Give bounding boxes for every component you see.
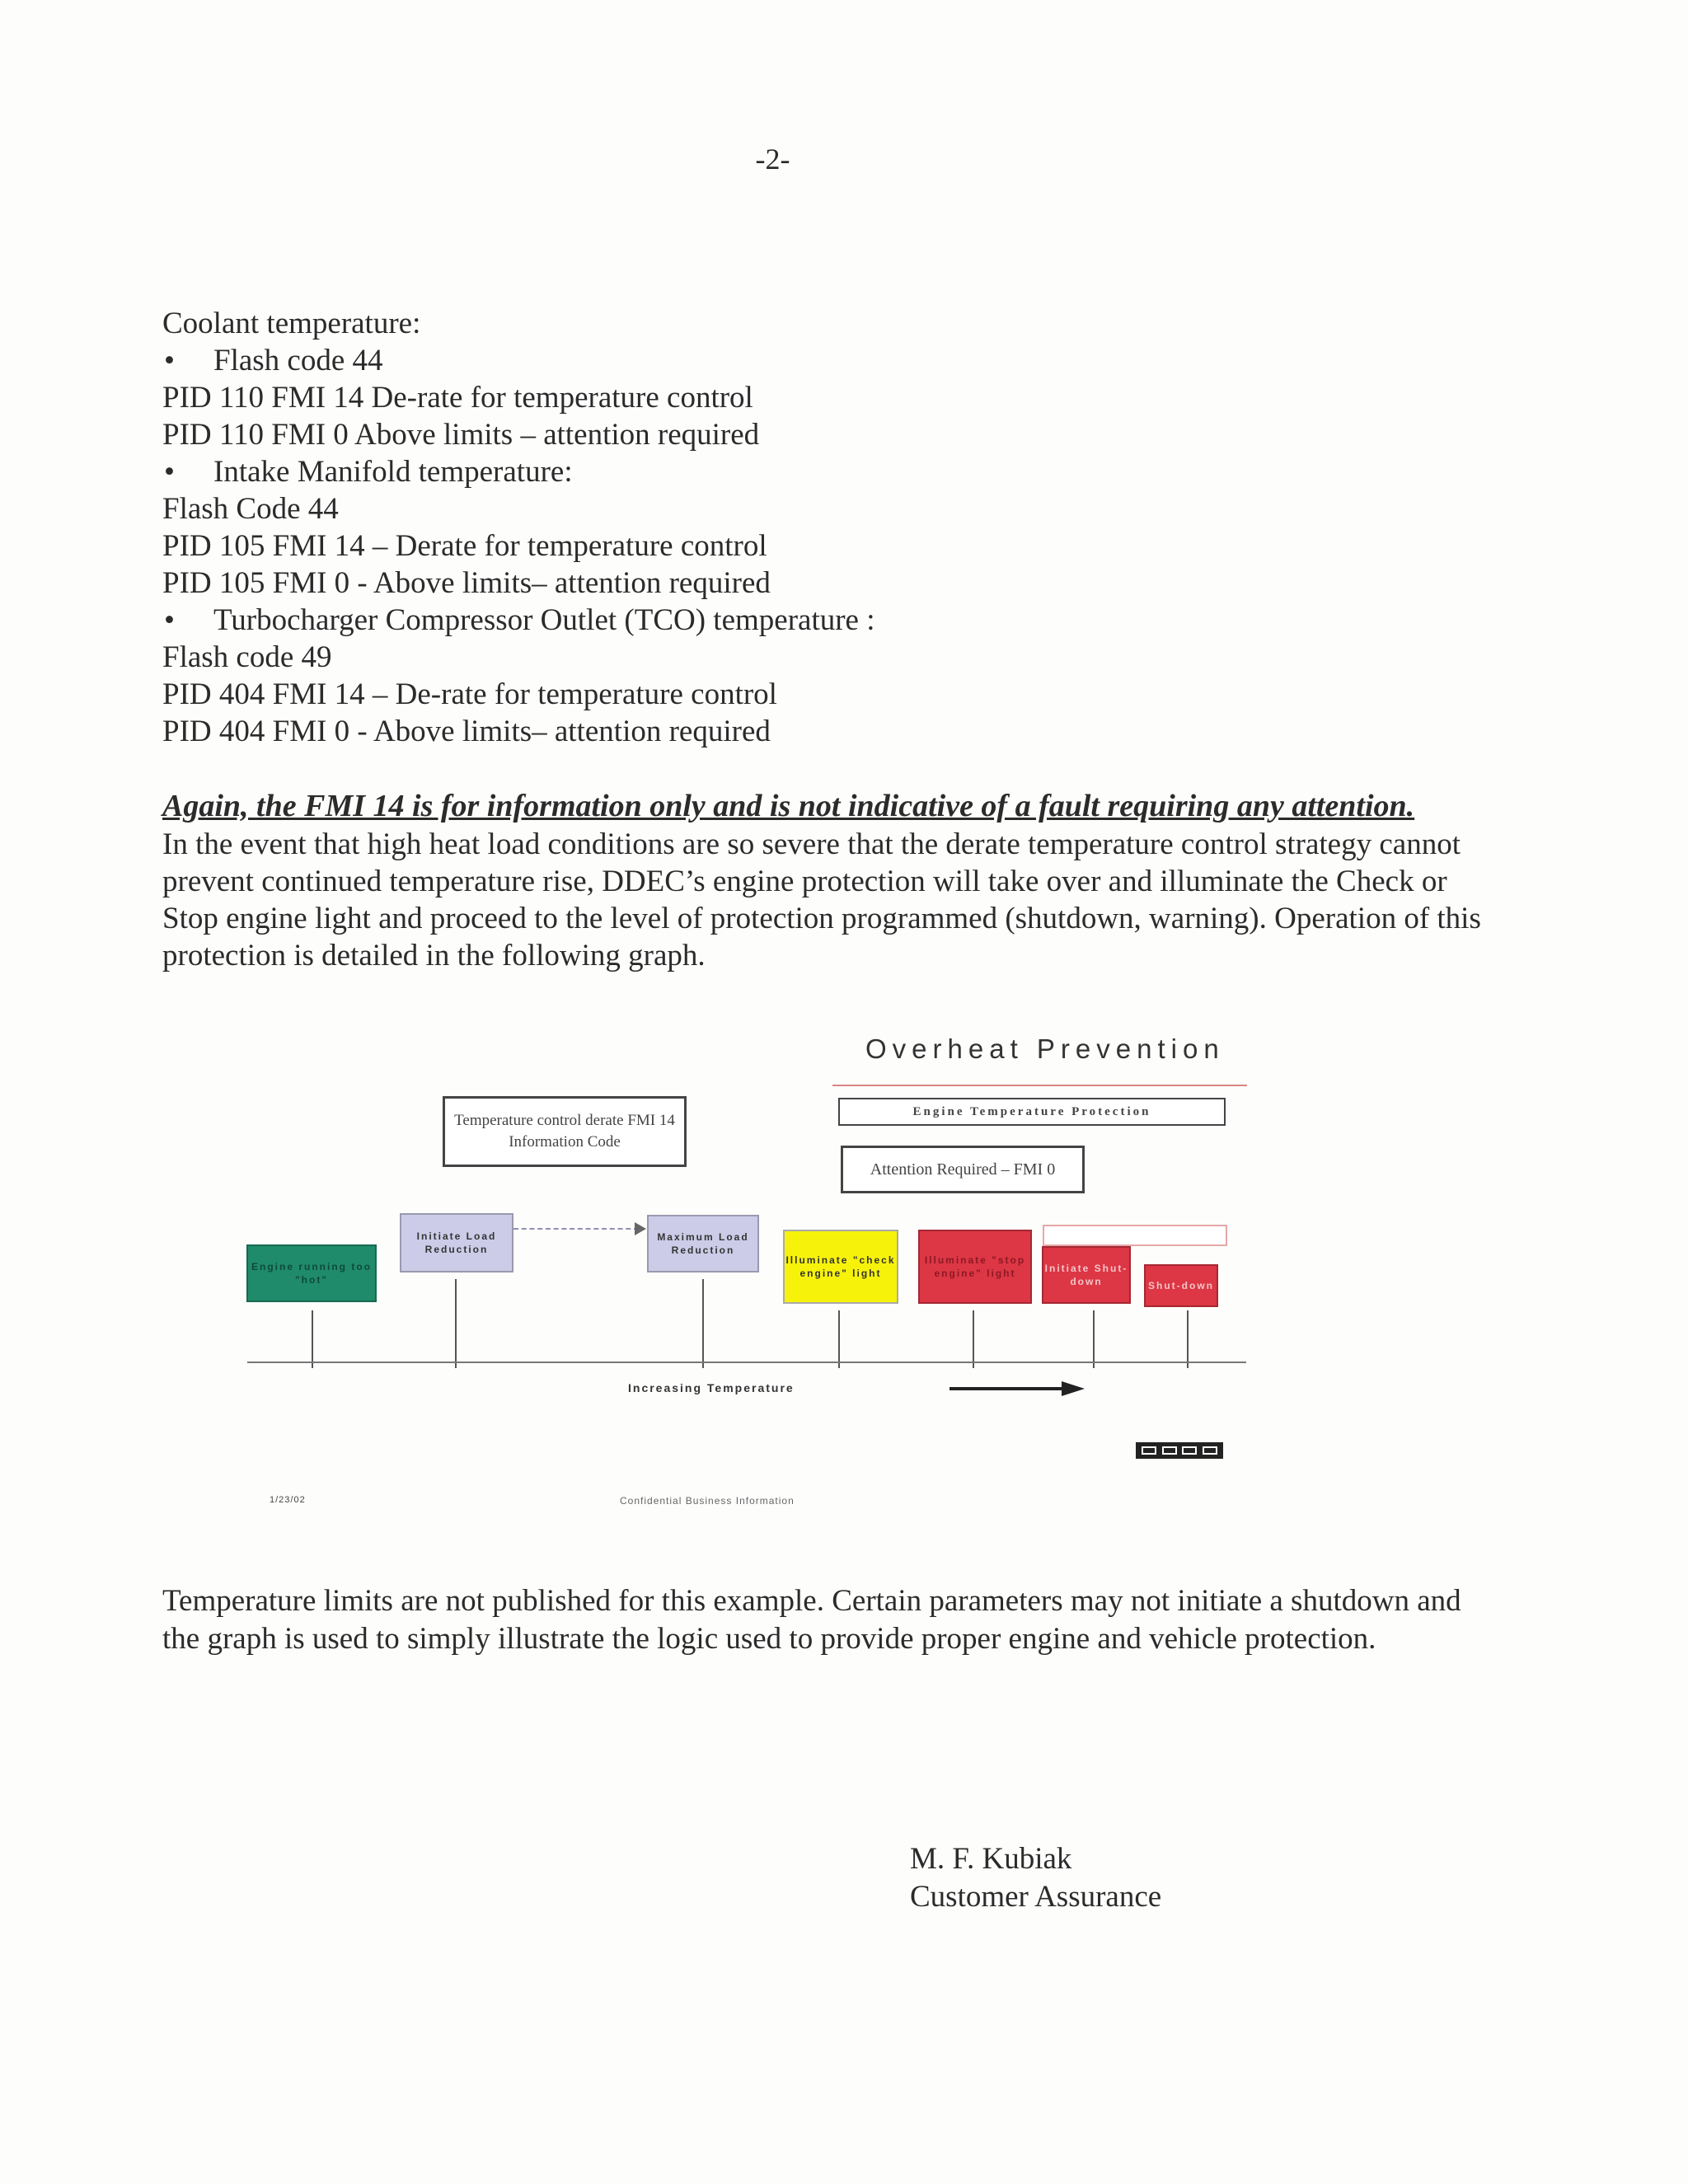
slide-date: 1/23/02 <box>270 1495 306 1505</box>
arrow-head-icon <box>1062 1381 1085 1396</box>
closing-paragraph: Temperature limits are not published for this example. Certain parameters may not initiate a shutdown and the graph is used to simply illustrate the logic used to provide proper engine and vehicle protection. <box>162 1584 1461 1656</box>
list-line: PID 105 FMI 14 – Derate for temperature control <box>162 529 767 563</box>
diagram-title: Overheat Prevention <box>865 1033 1225 1064</box>
protection-box: Engine Temperature Protection <box>838 1098 1226 1126</box>
stage-shutdown: Shut-down <box>1144 1264 1218 1307</box>
list-line: PID 404 FMI 14 – De-rate for temperature control <box>162 677 777 711</box>
dashed-arrow <box>513 1228 639 1230</box>
temperature-axis <box>247 1361 1246 1363</box>
list-line: PID 110 FMI 0 Above limits – attention required <box>162 418 760 452</box>
temperature-arrow <box>950 1387 1065 1390</box>
list-line: • Intake Manifold temperature: <box>164 455 573 489</box>
arrow-head-icon <box>635 1222 646 1235</box>
list-line: • Flash code 44 <box>164 344 383 377</box>
signature-block <box>910 1840 1161 1916</box>
stage-tick <box>312 1310 313 1368</box>
bullet-icon: • <box>164 455 175 489</box>
overheat-prevention-diagram <box>239 1030 1257 1516</box>
faint-box <box>1043 1225 1227 1246</box>
axis-label: Increasing Temperature <box>628 1381 795 1394</box>
stage-tick <box>702 1279 704 1368</box>
list-line: PID 404 FMI 0 - Above limits– attention required <box>162 715 771 748</box>
bullet-icon: • <box>164 603 175 637</box>
stage-check-engine-light: Illuminate "check engine" light <box>783 1230 898 1304</box>
ddec-logo-icon <box>1136 1442 1223 1459</box>
body-paragraph: In the event that high heat load conditions are so severe that the derate temperature control strategy cannot prevent continued temperature rise, DDEC’s engine protection will take over and illuminate the Check or Stop engine light and proceed to the level of protection programmed (shutdown, warning). Operation of this protection is detailed in the following graph. <box>162 827 1481 972</box>
confidential-notice: Confidential Business Information <box>620 1495 795 1507</box>
signer-title: Customer Assurance <box>910 1880 1162 1914</box>
page-number: -2- <box>755 143 790 176</box>
emphasis-statement: Again, the FMI 14 is for information only and is not indicative of a fault requiring any attention. <box>162 789 1415 823</box>
list-line: Flash code 49 <box>162 640 332 674</box>
stage-engine-hot: Engine running too "hot" <box>246 1244 377 1302</box>
fmi0-box: Attention Required – FMI 0 <box>841 1146 1085 1193</box>
title-rule <box>832 1085 1247 1086</box>
list-line: PID 105 FMI 0 - Above limits– attention required <box>162 566 771 600</box>
stage-tick <box>1187 1310 1189 1368</box>
list-line: PID 110 FMI 14 De-rate for temperature control <box>162 381 753 415</box>
stage-stop-engine-light: Illuminate "stop engine" light <box>918 1230 1032 1304</box>
list-line: Flash Code 44 <box>162 492 339 526</box>
stage-tick <box>838 1310 840 1368</box>
stage-maximum-load-reduction: Maximum Load Reduction <box>647 1215 759 1272</box>
stage-tick <box>973 1310 974 1368</box>
temperature-code-list <box>162 305 1498 750</box>
stage-initiate-load-reduction: Initiate Load Reduction <box>400 1213 513 1272</box>
derate-info-box: Temperature control derate FMI 14 Information Code <box>443 1096 687 1167</box>
list-line: Coolant temperature: <box>162 307 421 340</box>
stage-tick <box>455 1279 457 1368</box>
signer-name: M. F. Kubiak <box>910 1842 1072 1876</box>
stage-initiate-shutdown: Initiate Shut-down <box>1042 1246 1131 1304</box>
bullet-icon: • <box>164 344 175 377</box>
stage-tick <box>1093 1310 1095 1368</box>
list-line: • Turbocharger Compressor Outlet (TCO) temperature : <box>164 603 875 637</box>
